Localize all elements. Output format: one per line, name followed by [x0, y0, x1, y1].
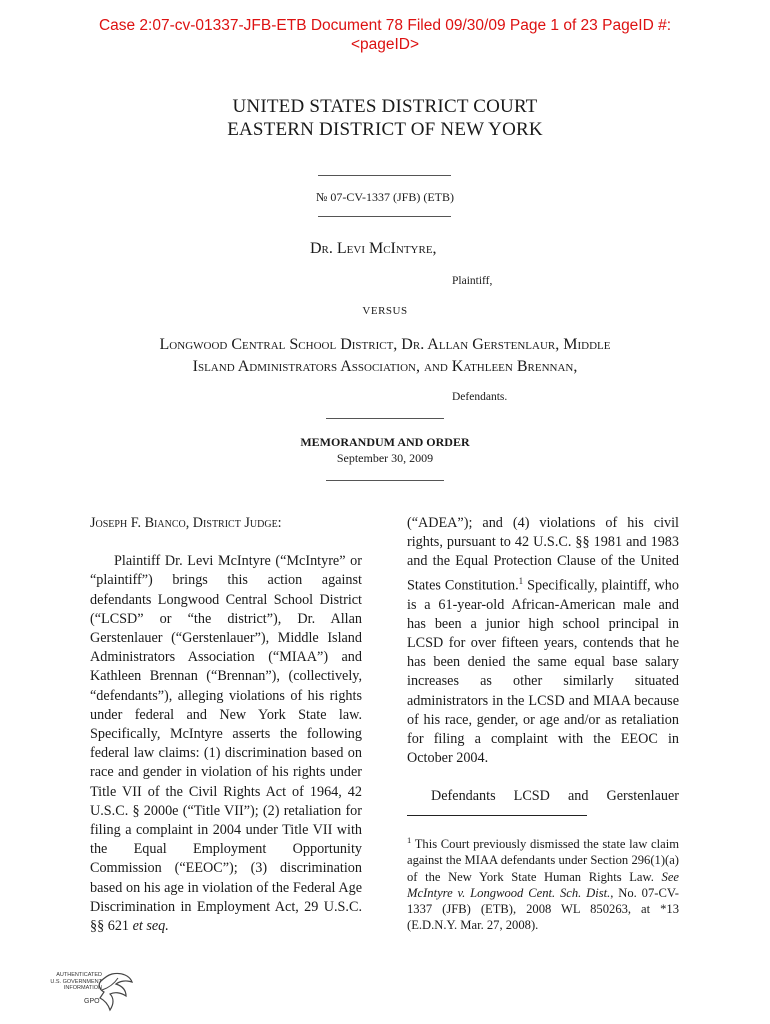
- left-column: [90, 514, 362, 936]
- footnote-text-a: This Court previously dismissed the state law claim against the MIAA defendants under Section 296(1)(a) of the New York State Human Rights Law.: [407, 837, 679, 884]
- gpo-logo-mark: GPO: [84, 998, 100, 1005]
- court-name-line1: UNITED STATES DISTRICT COURT: [232, 96, 538, 117]
- divider: [326, 418, 444, 419]
- defendants-role: Defendants.: [452, 391, 508, 403]
- divider: [318, 216, 451, 217]
- continued-paragraph: [407, 514, 679, 768]
- defendants-line2: Island Administrators Association, and Kathleen Brennan,: [192, 358, 578, 375]
- divider: [326, 480, 444, 481]
- footnote-rule: [407, 815, 587, 816]
- footnote-number: 1: [407, 835, 412, 845]
- case-number: № 07-CV-1337 (JFB) (ETB): [315, 190, 454, 204]
- judge-line: Joseph F. Bianco, District Judge:: [90, 515, 282, 531]
- continued-paragraph-text-b: Specifically, plaintiff, who is a 61-year-old African-American male and has been a junior high school principal in LCSD for over fifteen years, contends that he has been denied the same equal base salary increases as other similarly situated administrators in the LCSD and MIAA because of his race, gender, or age and/or as retaliation for filing a complaint with the EEOC in October 2004.: [407, 577, 679, 767]
- gpo-authenticated-logo: [42, 970, 137, 1015]
- memo-title: MEMORANDUM AND ORDER: [300, 435, 470, 449]
- filing-header: [0, 16, 770, 54]
- filing-header-line1: Case 2:07-cv-01337-JFB-ETB Document 78 Filed 09/30/09 Page 1 of 23 PageID #:: [98, 17, 672, 34]
- footnote-reference[interactable]: 1: [518, 575, 524, 586]
- next-paragraph: Defendants LCSD and Gerstenlauer: [431, 788, 679, 805]
- defendants-line1: Longwood Central School District, Dr. Allan Gerstenlaur, Middle: [159, 336, 611, 353]
- gpo-logo-line3: INFORMATION: [63, 985, 102, 991]
- continued-paragraph-text-a: (“ADEA”); and (4) violations of his civil rights, pursuant to 42 U.S.C. §§ 1981 and 1983 and the Equal Protection Clause of the United States Constitution.: [407, 515, 679, 594]
- gpo-logo-line1: AUTHENTICATED: [56, 972, 102, 978]
- versus: VERSUS: [362, 305, 408, 317]
- gpo-logo-line2: U.S. GOVERNMENT: [50, 978, 102, 985]
- opening-paragraph-text: Plaintiff Dr. Levi McIntyre (“McIntyre” or “plaintiff”) brings this action against defendants Longwood Central School District (“LCSD” or “the district”), Dr. Allan Gerstenlauer (“Gerstenlauer”), Middle Island Administrators Association (“MIAA”) and Kathleen Brennan (“Brennan”), (collectively, “defendants”), alleging violations of his rights under federal and New York State law. Specifically, McIntyre asserts the following federal law claims: (1) discrimination based on race and gender in violation of his rights under Title VII of the Civil Rights Act of 1964, 42 U.S.C. § 2000e (“Title VII”); (2) retaliation for filing a complaint in 2004 under Title VII with the Equal Employment Opportunity Commission (“EEOC”); (3) discrimination based on his age in violation of the Federal Age Discrimination in Employment Act, 29 U.S.C. §§ 621: [90, 553, 362, 935]
- footnote-text-b: , No. 07-CV-1337 (JFB) (ETB), 2008 WL 850263, at *13 (E.D.N.Y. Mar. 27, 2008).: [407, 885, 679, 933]
- memo-date: September 30, 2009: [336, 451, 434, 465]
- court-name-line2: EASTERN DISTRICT OF NEW YORK: [227, 119, 543, 140]
- gpo-logo-text: [42, 972, 102, 992]
- divider: [318, 175, 451, 176]
- filing-header-line2: <pageID>: [350, 36, 420, 53]
- opening-paragraph-italic: et seq.: [132, 918, 169, 935]
- footnote: [407, 832, 679, 933]
- plaintiff-name: Dr. Levi McIntyre,: [310, 240, 437, 257]
- right-column: [407, 514, 679, 807]
- plaintiff-role: Plaintiff,: [452, 275, 493, 287]
- footnote-citation: See McIntyre v. Longwood Cent. Sch. Dist.: [407, 869, 679, 900]
- opening-paragraph: [90, 552, 362, 936]
